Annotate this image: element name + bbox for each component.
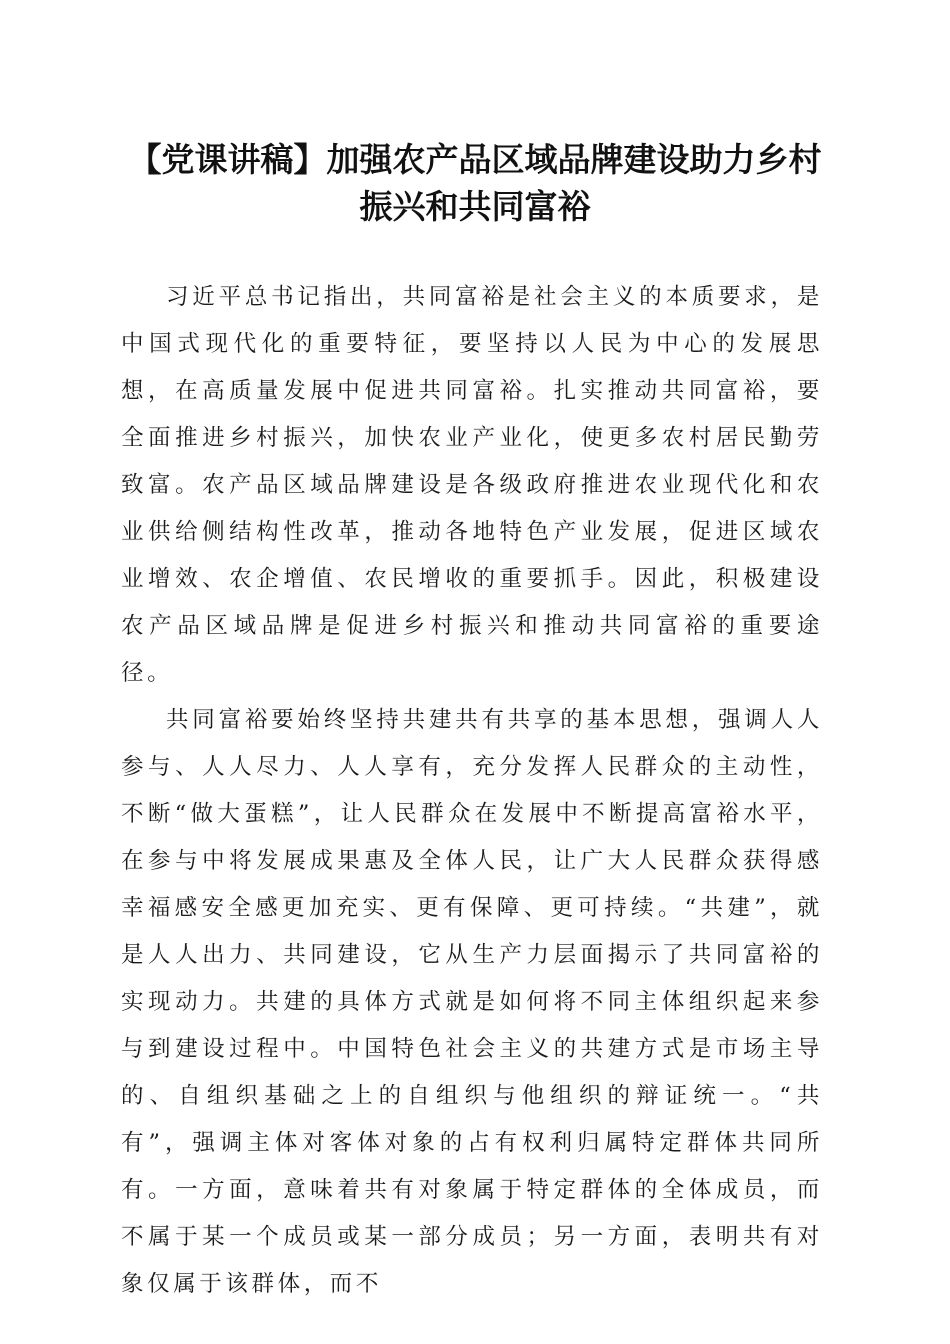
document-title: 【党课讲稿】加强农产品区域品牌建设助力乡村振兴和共同富裕 [128,140,822,226]
body-paragraph: 共同富裕要始终坚持共建共有共享的基本思想，强调人人参与、人人尽力、人人享有，充分发挥人民群众的主动性，不断“做大蛋糕”，让人民群众在发展中不断提高富裕水平，在参与中将发展成果惠及全体人民，让广大人民群众获得感幸福感安全感更加充实、更有保障、更可持续。“共建”，就是人人出力、共同建设，它从生产力层面揭示了共同富裕的实现动力。共建的具体方式就是如何将不同主体组织起来参与到建设过程中。中国特色社会主义的共建方式是市场主导的、自组织基础之上的自组织与他组织的辩证统一。“共有”，强调主体对客体对象的占有权利归属特定群体共同所有。一方面，意味着共有对象属于特定群体的全体成员，而不属于某一个成员或某一部分成员；另一方面，表明共有对象仅属于该群体，而不 [121,707,823,1297]
document-body [121,274,823,1308]
body-paragraph: 习近平总书记指出，共同富裕是社会主义的本质要求，是中国式现代化的重要特征，要坚持以人民为中心的发展思想，在高质量发展中促进共同富裕。扎实推动共同富裕，要全面推进乡村振兴，加快农业产业化，使更多农村居民勤劳致富。农产品区域品牌建设是各级政府推进农业现代化和农业供给侧结构性改革，推动各地特色产业发展，促进区域农业增效、农企增值、农民增收的重要抓手。因此，积极建设农产品区域品牌是促进乡村振兴和推动共同富裕的重要途径。 [121,284,823,686]
